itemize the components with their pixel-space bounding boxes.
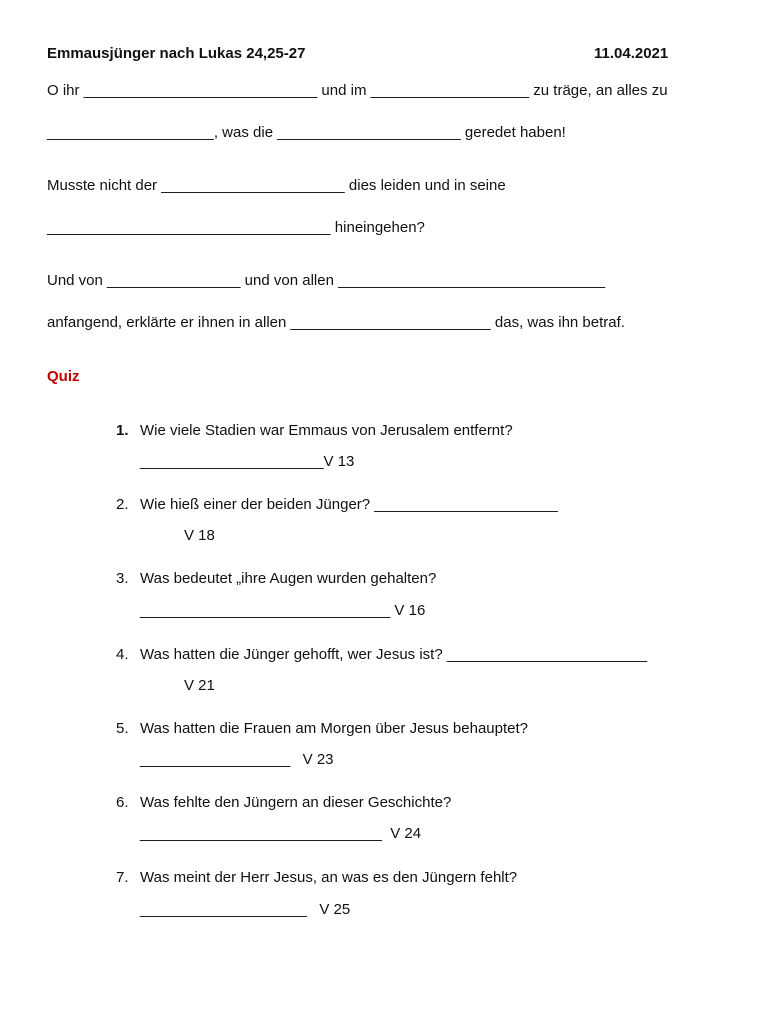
question-1-text: Wie viele Stadien war Emmaus von Jerusalem entfernt? (140, 422, 513, 439)
question-3-answer: ______________________________ V 16 (140, 602, 426, 619)
question-5-text: Was hatten die Frauen am Morgen über Jesus behauptet? (140, 720, 529, 737)
cloze-line-6: anfangend, erklärte er ihnen in allen ________________________ das, was ihn betraf. (47, 314, 625, 331)
question-4-text: Was hatten die Jünger gehofft, wer Jesus ist? ________________________ (140, 646, 648, 663)
question-5-answer: __________________ V 23 (140, 751, 334, 768)
question-7-answer: ____________________ V 25 (140, 901, 351, 918)
worksheet-title: Emmausjünger nach Lukas 24,25-27 (47, 45, 306, 62)
cloze-line-4: __________________________________ hineingehen? (47, 219, 425, 236)
question-2-number: 2. (116, 496, 129, 513)
cloze-line-3: Musste nicht der ______________________ dies leiden und in seine (47, 177, 506, 194)
question-1-number: 1. (116, 422, 129, 439)
quiz-heading: Quiz (47, 368, 80, 385)
cloze-line-5: Und von ________________ und von allen ________________________________ (47, 272, 606, 289)
question-3-text: Was bedeutet „ihre Augen wurden gehalten? (140, 570, 437, 587)
question-7-text: Was meint der Herr Jesus, an was es den Jüngern fehlt? (140, 869, 518, 886)
question-7-number: 7. (116, 869, 129, 886)
question-2-text: Wie hieß einer der beiden Jünger? ______________________ (140, 496, 558, 513)
question-6-text: Was fehlte den Jüngern an dieser Geschichte? (140, 794, 452, 811)
worksheet-date: 11.04.2021 (594, 45, 669, 62)
question-5-number: 5. (116, 720, 129, 737)
question-6-answer: _____________________________ V 24 (140, 825, 422, 842)
question-3-number: 3. (116, 570, 129, 587)
question-4-number: 4. (116, 646, 129, 663)
question-2-answer: V 18 (184, 527, 215, 544)
question-6-number: 6. (116, 794, 129, 811)
cloze-line-2: ____________________, was die ______________________ geredet haben! (47, 124, 566, 141)
question-1-answer: ______________________V 13 (140, 453, 355, 470)
cloze-line-1: O ihr ____________________________ und im ___________________ zu träge, an alles zu (47, 82, 668, 99)
question-4-answer: V 21 (184, 677, 215, 694)
